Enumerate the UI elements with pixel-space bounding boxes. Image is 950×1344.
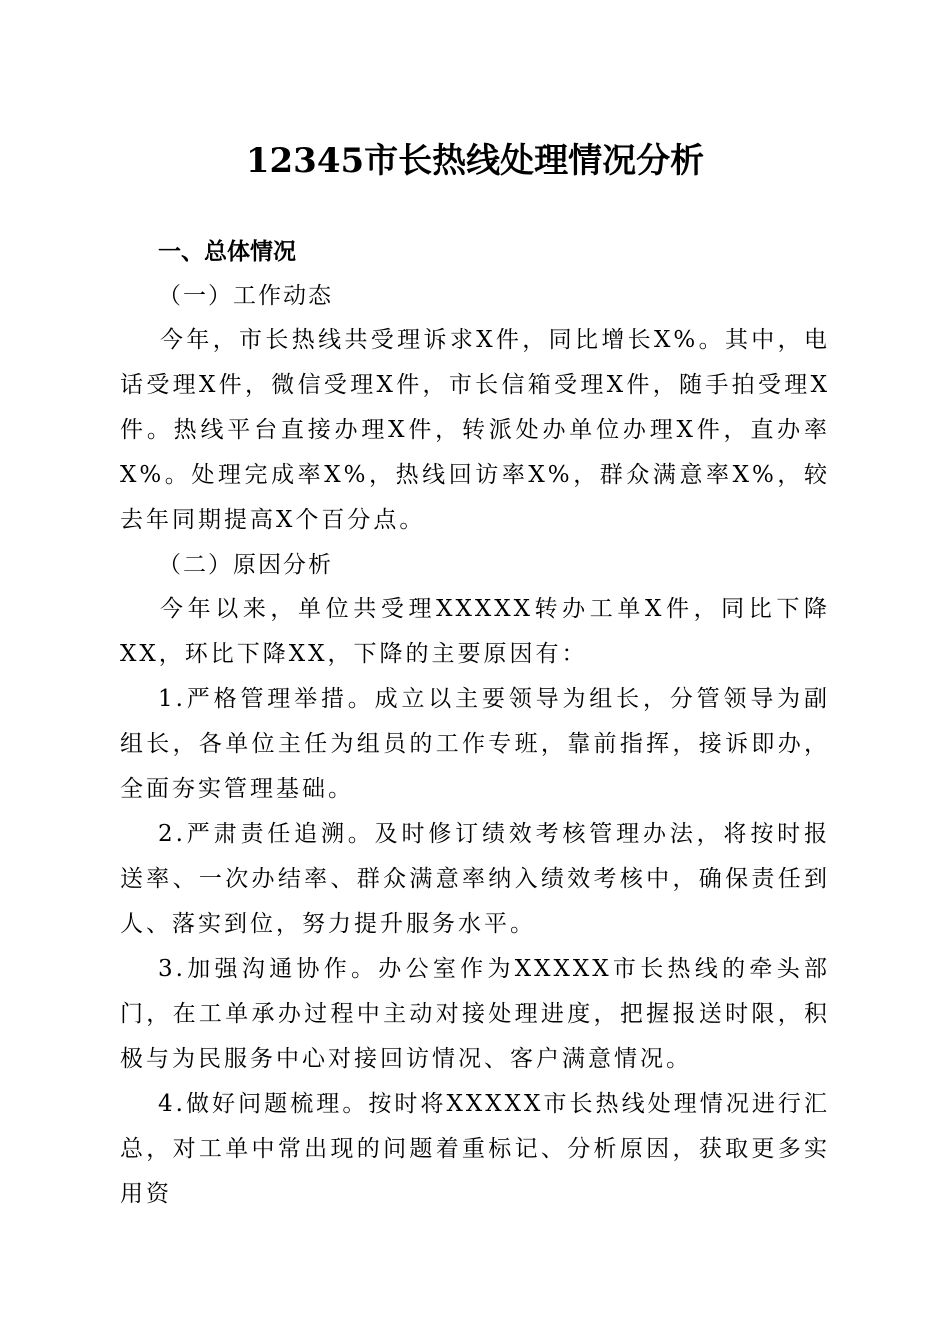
- list-item: 3.加强沟通协作。办公室作为XXXXX市长热线的牵头部门，在工单承办过程中主动对接处理进度，把握报送时限，积极与为民服务中心对接回访情况、客户满意情况。: [120, 956, 830, 1072]
- list-item: 2.严肃责任追溯。及时修订绩效考核管理办法，将按时报送率、一次办结率、群众满意率纳入绩效考核中，确保责任到人、落实到位，努力提升服务水平。: [120, 821, 830, 937]
- paragraph-cause-analysis: 今年以来，单位共受理XXXXX转办工单X件，同比下降XX，环比下降XX，下降的主要原因有：: [120, 596, 830, 667]
- document-body: [120, 230, 830, 1217]
- document-title: 12345市长热线处理情况分析: [245, 141, 705, 181]
- subsection-heading-cause-analysis: （二）原因分析: [158, 552, 333, 578]
- paragraph-work-status: 今年，市长热线共受理诉求X件，同比增长X%。其中，电话受理X件，微信受理X件，市长信箱受理X件，随手拍受理X件。热线平台直接办理X件，转派处办单位办理X件，直办率X%。处理完成率X%，热线回访率X%，群众满意率X%，较去年同期提高X个百分点。: [120, 327, 830, 533]
- list-item: 1.严格管理举措。成立以主要领导为组长，分管领导为副组长，各单位主任为组员的工作专班，靠前指挥，接诉即办，全面夯实管理基础。: [120, 686, 830, 802]
- subsection-heading-work-status: （一）工作动态: [158, 283, 333, 309]
- section-heading-overall: 一、总体情况: [158, 239, 296, 265]
- list-item: 4.做好问题梳理。按时将XXXXX市长热线处理情况进行汇总，对工单中常出现的问题着重标记、分析原因，获取更多实用资: [120, 1091, 830, 1207]
